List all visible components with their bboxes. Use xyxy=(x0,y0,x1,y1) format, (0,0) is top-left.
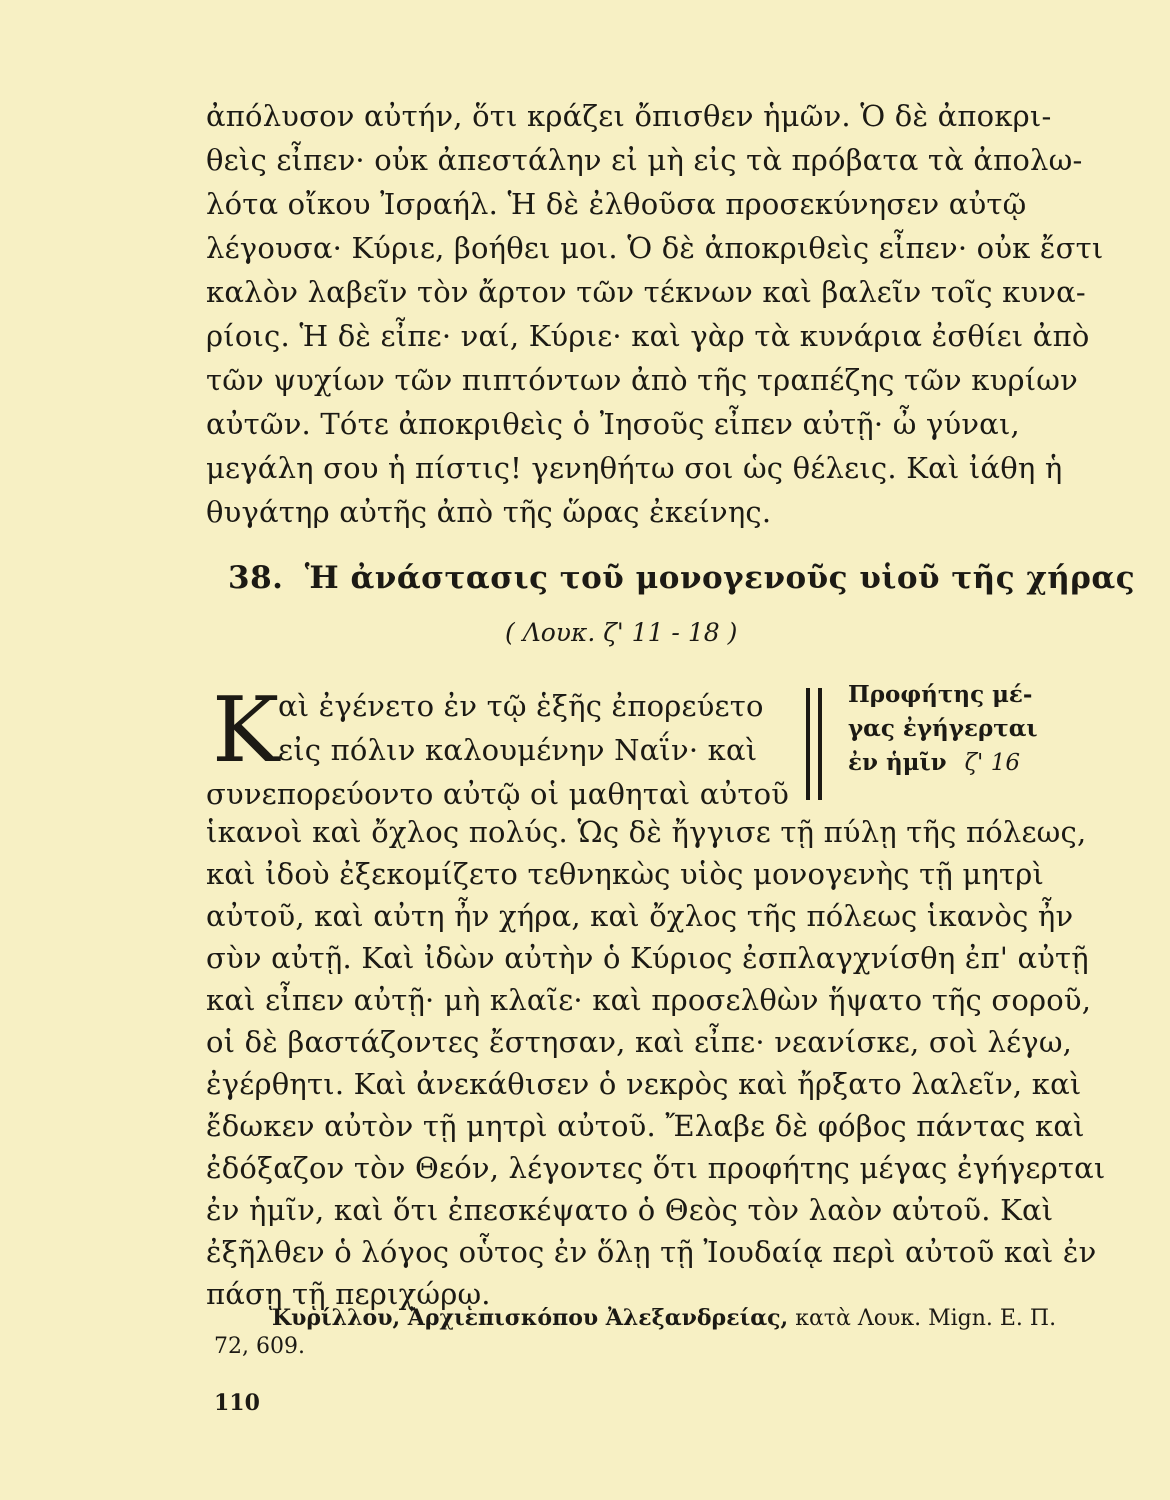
margin-rule xyxy=(818,688,822,800)
text-line: ἐξῆλθεν ὁ λόγος οὗτος ἐν ὅλῃ τῇ Ἰουδαίᾳ περὶ αὐτοῦ καὶ ἐν xyxy=(206,1235,1097,1269)
text-line: λέγουσα· Κύριε, βοήθει μοι. Ὁ δὲ ἀποκριθεὶς εἶπεν· οὐκ ἔστι xyxy=(206,231,1104,265)
text-line: λότα οἴκου Ἰσραήλ. Ἡ δὲ ἐλθοῦσα προσεκύνησεν αὐτῷ xyxy=(206,187,1027,221)
section-reference: ( Λουκ. ζ' 11 - 18 ) xyxy=(505,618,738,647)
source-author: Κυρίλλου, Ἀρχιεπισκόπου Ἀλεξανδρείας, xyxy=(272,1305,789,1331)
margin-note xyxy=(848,678,1068,780)
source-citation xyxy=(272,1300,1056,1337)
text-line: πάσῃ τῇ περιχώρῳ. xyxy=(206,1277,491,1311)
text-line: τῶν ψυχίων τῶν πιπτόντων ἀπὸ τῆς τραπέζης τῶν κυρίων xyxy=(206,363,1078,397)
section-number: 38. xyxy=(228,560,284,596)
drop-cap: Κ xyxy=(212,678,280,783)
text-line: αὐτῶν. Τότε ἀποκριθεὶς ὁ Ἰησοῦς εἶπεν αὐτῇ· ὦ γύναι, xyxy=(206,407,1020,441)
text-line: εἰς πόλιν καλουμένην Ναΐν· καὶ xyxy=(278,733,758,767)
text-line: καὶ ἰδοὺ ἐξεκομίζετο τεθνηκὼς υἱὸς μονογενὴς τῇ μητρὶ xyxy=(206,857,1045,891)
text-line: καλὸν λαβεῖν τὸν ἄρτον τῶν τέκνων καὶ βαλεῖν τοῖς κυνα- xyxy=(206,275,1086,309)
text-line: ἐν ἡμῖν, καὶ ὅτι ἐπεσκέψατο ὁ Θεὸς τὸν λαὸν αὐτοῦ. Καὶ xyxy=(206,1193,1054,1227)
text-line: ἐγέρθητι. Καὶ ἀνεκάθισεν ὁ νεκρὸς καὶ ἤρξατο λαλεῖν, καὶ xyxy=(206,1067,1082,1101)
text-line: ρίοις. Ἡ δὲ εἶπε· ναί, Κύριε· καὶ γὰρ τὰ κυνάρια ἐσθίει ἀπὸ xyxy=(206,319,1090,353)
text-line: οἱ δὲ βαστάζοντες ἔστησαν, καὶ εἶπε· νεανίσκε, σοὶ λέγω, xyxy=(206,1025,1073,1059)
text-line: ἀπόλυσον αὐτήν, ὅτι κράζει ὄπισθεν ἡμῶν. Ὁ δὲ ἀποκρι- xyxy=(206,99,1052,133)
margin-rule xyxy=(806,688,810,800)
page-number: 110 xyxy=(214,1390,260,1416)
text-line: ἱκανοὶ καὶ ὄχλος πολύς. Ὡς δὲ ἤγγισε τῇ πύλῃ τῆς πόλεως, xyxy=(206,815,1087,849)
text-line: αὐτοῦ, καὶ αὐτη ἦν χήρα, καὶ ὄχλος τῆς πόλεως ἱκανὸς ἦν xyxy=(206,899,1074,933)
text-line: ἐδόξαζον τὸν Θεόν, λέγοντες ὅτι προφήτης μέγας ἐγήγερται xyxy=(206,1151,1106,1185)
margin-note-line: ἐν ἡμῖν xyxy=(848,749,947,776)
margin-note-line: γας ἐγήγερται xyxy=(848,715,1038,742)
text-line: συνεπορεύοντο αὐτῷ οἱ μαθηταὶ αὐτοῦ xyxy=(206,777,790,811)
source-rest: κατὰ Λουκ. Mign. Ε. Π. xyxy=(795,1306,1057,1331)
text-line: ἔδωκεν αὐτὸν τῇ μητρὶ αὐτοῦ. Ἔλαβε δὲ φόβος πάντας καὶ xyxy=(206,1109,1085,1143)
text-line: σὺν αὐτῇ. Καὶ ἰδὼν αὐτὴν ὁ Κύριος ἐσπλαγχνίσθη ἐπ' αὐτῇ xyxy=(206,941,1089,975)
margin-note-ref: ζ' 16 xyxy=(964,750,1020,776)
section-heading xyxy=(228,560,1136,596)
text-line: καὶ εἶπεν αὐτῇ· μὴ κλαῖε· καὶ προσελθὼν ἥψατο τῆς σοροῦ, xyxy=(206,983,1092,1017)
text-line: θυγάτηρ αὐτῆς ἀπὸ τῆς ὥρας ἐκείνης. xyxy=(206,495,772,529)
source-citation-line2: 72, 609. xyxy=(214,1334,305,1359)
text-line: μεγάλη σου ἡ πίστις! γενηθήτω σοι ὡς θέλεις. Καὶ ἰάθη ἡ xyxy=(206,451,1063,485)
text-line: αὶ ἐγένετο ἐν τῷ ἑξῆς ἐπορεύετο xyxy=(278,689,764,723)
section-title: Ἡ ἀνάστασις τοῦ μονογενοῦς υἱοῦ τῆς χήρας xyxy=(304,560,1136,596)
margin-note-line: Προφήτης μέ- xyxy=(848,681,1033,708)
text-line: θεὶς εἶπεν· οὐκ ἀπεστάλην εἰ μὴ εἰς τὰ πρόβατα τὰ ἀπολω- xyxy=(206,143,1083,177)
